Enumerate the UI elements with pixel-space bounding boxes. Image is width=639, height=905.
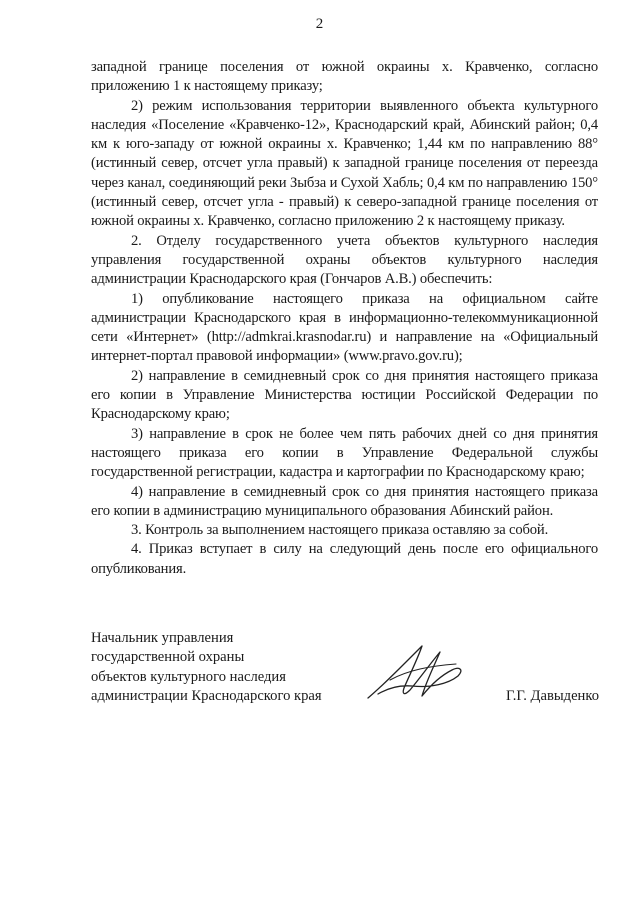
signatory-name: Г.Г. Давыденко	[505, 688, 599, 704]
paragraph-item-2-ministry: 2) направление в семидневный срок со дня принятия настоящего приказа его копии в Управление Министерства юстиции Российской Федерации по Краснодарскому краю;	[91, 367, 598, 423]
signatory-title-line: объектов культурного наследия	[91, 668, 286, 685]
paragraph-section-3: 3. Контроль за выполнением настоящего приказа оставляю за собой.	[131, 522, 549, 539]
signatory-title-line: государственной охраны	[91, 649, 245, 666]
paragraph-continuation: западной границе поселения от южной окраины х. Кравченко, согласно приложению 1 к настоящему приказу;	[91, 59, 598, 95]
signatory-title-line: Начальник управления	[91, 630, 234, 646]
paragraph-item-4-municipality: 4) направление в семидневный срок со дня принятия настоящего приказа его копии в администрацию муниципального образования Абинский район.	[91, 483, 598, 519]
page-number: 2	[315, 16, 324, 32]
paragraph-item-1-publication: 1) опубликование настоящего приказа на официальном сайте администрации Краснодарского края в информационно-телекоммуникационной сети «Интернет» (http://admkrai.krasnodar.ru) и направление на «Официальный интернет-портал правовой информации» (www.pravo.gov.ru);	[91, 290, 598, 365]
handwritten-signature	[360, 640, 470, 710]
paragraph-section-4: 4. Приказ вступает в силу на следующий день после его официального опубликования.	[91, 541, 598, 577]
signatory-title-line: администрации Краснодарского края	[91, 687, 322, 704]
document-body	[91, 58, 598, 579]
paragraph-section-2: 2. Отделу государственного учета объектов культурного наследия управления государственной охраны объектов культурного наследия администрации Краснодарского края (Гончаров А.В.) обеспечить:	[91, 232, 598, 288]
paragraph-item-3-rosreestr: 3) направление в срок не более чем пять рабочих дней со дня принятия настоящего приказа его копии в Управление Федеральной службы государственной регистрации, кадастра и картографии по Краснодарскому краю;	[91, 425, 598, 481]
paragraph-item-2-regime: 2) режим использования территории выявленного объекта культурного наследия «Поселение «Кравченко-12», Краснодарский край, Абинский район; 0,4 км к юго-западу от южной окраины х. Кравченко; 1,44 км по направлению 88° (истинный север, отсчет угла правый) к западной границе поселения от переезда через канал, соединяющий реки Зыбза и Сухой Хабль; 0,4 км по направлению 150° (истинный север, отсчет угла - правый) к северо-западной границе поселения от южной окраины х. Кравченко, согласно приложению 2 к настоящему приказу.	[91, 97, 598, 230]
